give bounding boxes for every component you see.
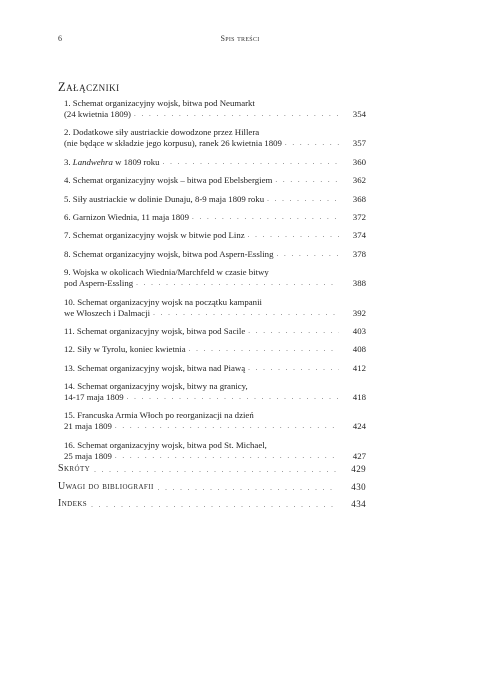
toc-main-entry[interactable] [58, 498, 366, 509]
toc-page-number: 434 [351, 499, 366, 509]
toc-main-entry[interactable] [58, 481, 366, 492]
toc-page-number: 392 [352, 307, 366, 318]
toc-main-title: Indeks [58, 498, 88, 509]
toc-entry-title: 12. Siły w Tyrolu, koniec kwietnia [64, 344, 186, 355]
toc-page-number: 368 [352, 193, 366, 204]
toc-entry[interactable] [58, 212, 366, 223]
toc-entry-title: 4. Schemat organizacyjny wojsk – bitwa pod Ebelsbergiem [64, 175, 273, 186]
dot-leader [115, 421, 339, 432]
toc-entry-title: 21 maja 1809 [64, 421, 112, 432]
toc-page-number: 372 [352, 211, 366, 222]
page-number: 6 [58, 34, 62, 43]
toc-entry-title: 25 maja 1809 [64, 450, 112, 461]
toc-page-number: 362 [352, 175, 366, 186]
toc-page-number: 412 [352, 362, 366, 373]
toc-entry-title-line: 15. Francuska Armia Włoch po reorganizacji na dzień [64, 410, 254, 421]
dot-leader [94, 466, 338, 474]
toc-appendix-list [58, 98, 366, 469]
toc-entry-title: pod Aspern-Essling [64, 278, 134, 289]
dot-leader [248, 326, 339, 337]
dot-leader [267, 194, 339, 205]
toc-entry-title: we Włoszech i Dalmacji [64, 307, 151, 318]
toc-page-number: 427 [352, 450, 366, 461]
toc-entry-title-line: 14. Schemat organizacyjny wojsk, bitwy na granicy, [64, 381, 248, 392]
dot-leader [158, 484, 338, 492]
toc-entry[interactable] [58, 98, 366, 120]
toc-page-number: 354 [352, 109, 366, 119]
dot-leader [136, 278, 339, 289]
toc-entry[interactable] [58, 230, 366, 241]
toc-entry[interactable] [58, 194, 366, 205]
toc-page-number: 378 [352, 248, 366, 259]
dot-leader [248, 363, 339, 374]
page-header [58, 34, 422, 48]
dot-leader [189, 344, 339, 355]
dot-leader [248, 230, 339, 241]
dot-leader [192, 212, 339, 223]
toc-entry-title: 5. Siły austriackie w dolinie Dunaju, 8-9 maja 1809 roku [64, 193, 265, 204]
toc-page-number: 408 [352, 344, 366, 355]
toc-entry[interactable] [58, 381, 366, 403]
toc-page-number: 430 [351, 482, 366, 492]
dot-leader [275, 175, 339, 186]
toc-page-number: 418 [352, 392, 366, 403]
toc-entry-title: 11. Schemat organizacyjny wojsk, bitwa pod Sacile [64, 325, 246, 336]
toc-entry[interactable] [58, 363, 366, 374]
toc-page-number: 374 [352, 230, 366, 241]
section-title: Załączniki [58, 80, 120, 94]
dot-leader [134, 109, 339, 120]
toc-entry-title: 8. Schemat organizacyjny wojsk, bitwa pod Aspern-Essling [64, 248, 274, 259]
dot-leader [153, 308, 339, 319]
dot-leader [276, 249, 339, 260]
toc-entry-title-line: 1. Schemat organizacyjny wojsk, bitwa pod Neumarkt [64, 98, 255, 108]
toc-entry-title-line: 2. Dodatkowe siły austriackie dowodzone przez Hillera [64, 127, 260, 138]
toc-entry-title: 6. Garnizon Wiednia, 11 maja 1809 [64, 211, 189, 222]
toc-entry[interactable] [58, 157, 366, 168]
toc-entry[interactable] [58, 267, 366, 289]
running-title: Spis treści [220, 34, 260, 43]
toc-main-title: Skróty [58, 463, 91, 474]
toc-entry-title-line: 16. Schemat organizacyjny wojsk, bitwa pod St. Michael, [64, 439, 267, 450]
toc-entry-number: 3. [64, 156, 73, 167]
toc-entry-italic-term: Landwehra [72, 156, 113, 167]
toc-page-number: 388 [352, 278, 366, 289]
toc-entry-title [64, 157, 160, 168]
dot-leader [127, 392, 339, 403]
toc-entry[interactable] [58, 175, 366, 186]
toc-entry-title-line: 10. Schemat organizacyjny wojsk na początku kampanii [64, 296, 262, 307]
toc-entry[interactable] [58, 127, 366, 149]
toc-entry-title: 7. Schemat organizacyjny wojsk w bitwie pod Linz [64, 230, 245, 241]
dot-leader [285, 138, 339, 149]
toc-page-number: 357 [352, 138, 366, 149]
toc-entry-title: (nie będące w składzie jego korpusu), ranek 26 kwietnia 1809 [64, 138, 282, 149]
toc-entry-title: (24 kwietnia 1809) [64, 109, 131, 119]
toc-entry-title: 14-17 maja 1809 [64, 392, 124, 403]
toc-entry-title-rest: w 1809 roku [112, 156, 160, 167]
toc-page-number: 360 [352, 156, 366, 167]
toc-main-title: Uwagi do bibliografii [58, 481, 154, 492]
toc-entry[interactable] [58, 440, 366, 462]
toc-entry[interactable] [58, 297, 366, 319]
toc-entry[interactable] [58, 326, 366, 337]
dot-leader [91, 501, 338, 509]
toc-entry[interactable] [58, 249, 366, 260]
toc-entry[interactable] [58, 344, 366, 355]
toc-main-entry[interactable] [58, 463, 366, 474]
toc-page-number: 424 [352, 421, 366, 432]
toc-entry[interactable] [58, 410, 366, 432]
toc-entry-title: 13. Schemat organizacyjny wojsk, bitwa nad Piawą [64, 362, 246, 373]
dot-leader [163, 157, 339, 168]
toc-entry-title-line: 9. Wojska w okolicach Wiednia/Marchfeld w czasie bitwy [64, 267, 269, 278]
toc-page-number: 403 [352, 325, 366, 336]
dot-leader [115, 451, 339, 462]
toc-page-number: 429 [351, 464, 366, 474]
